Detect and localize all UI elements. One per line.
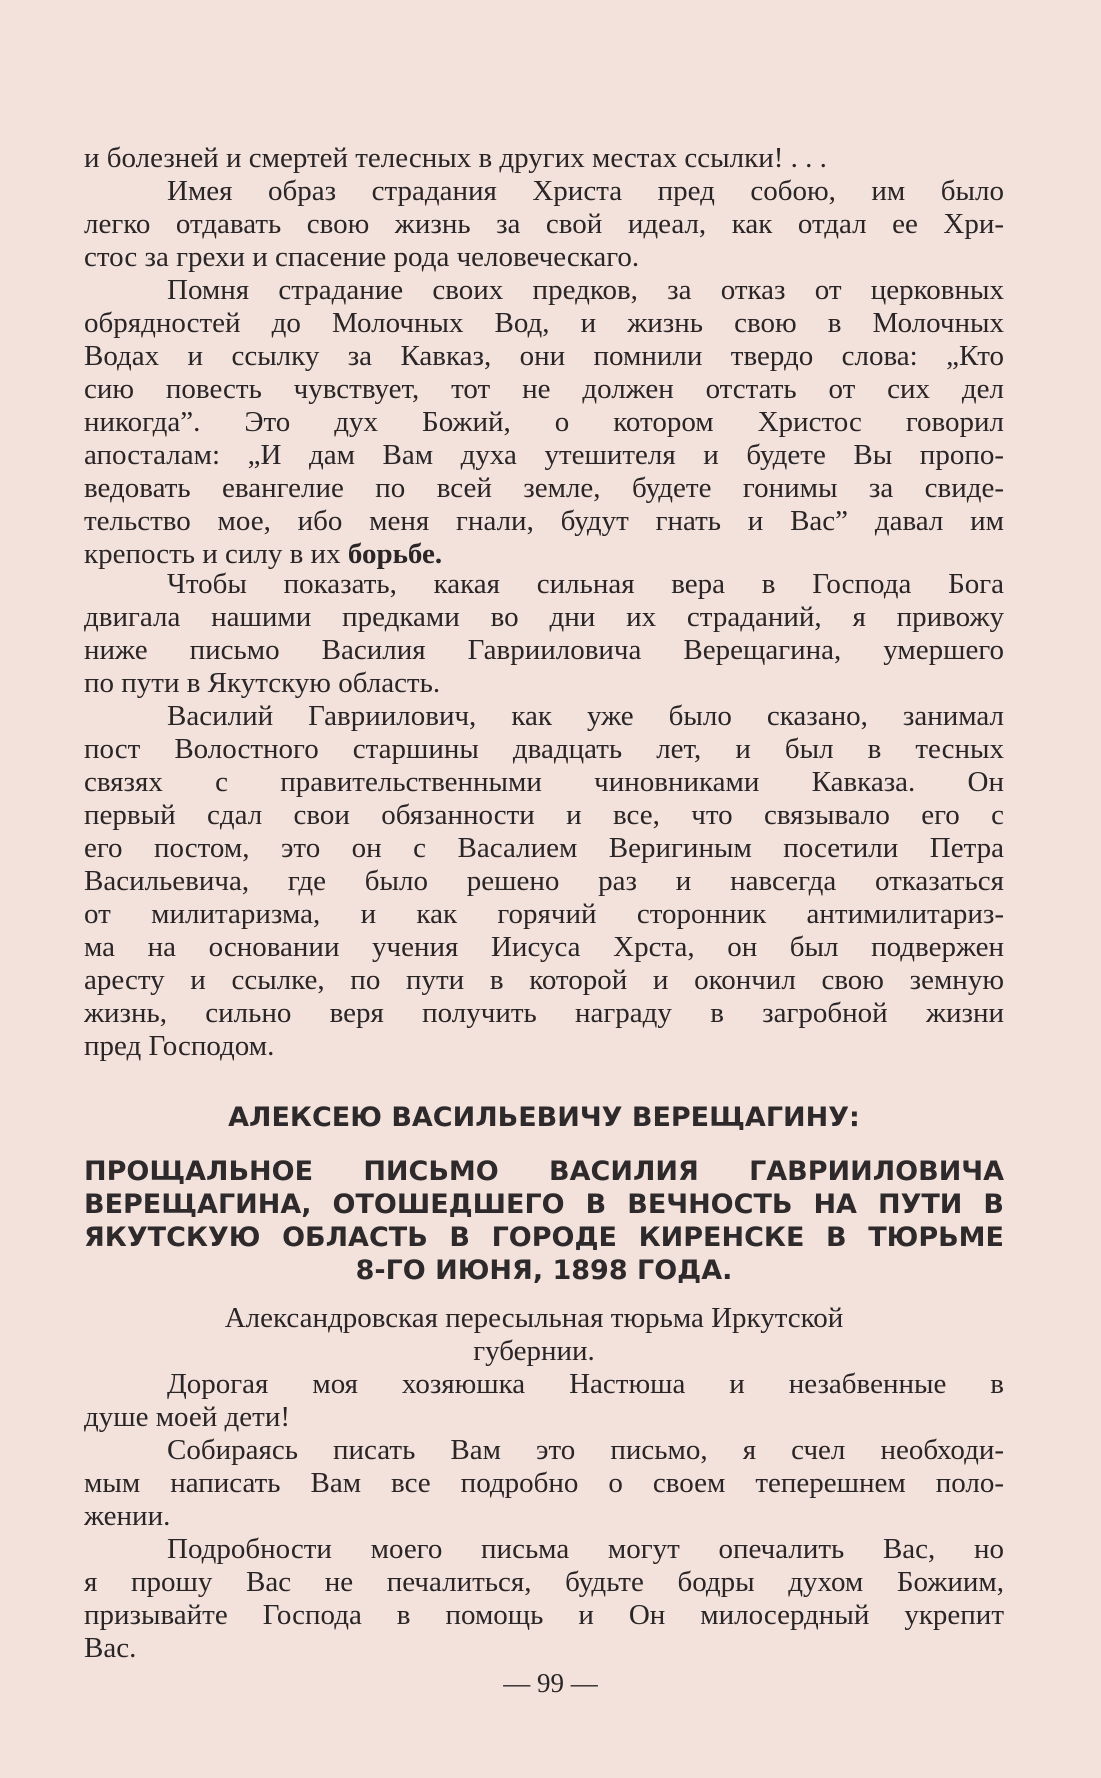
text-line: призывайте Господа в помощь и Он милосердный укрепит	[84, 1599, 1004, 1631]
text-line: стос за грехи и спасение рода человеческаго.	[84, 241, 640, 273]
text-line: двигала нашими предками во дни их страданий, я привожу	[84, 601, 1004, 633]
text-line: никогда”. Это дух Божий, о котором Христос говорил	[84, 406, 1004, 438]
text-line: ведовать евангелие по всей земле, будете гонимы за свиде-	[84, 472, 1004, 504]
text-line: тельство мое, ибо меня гнали, будут гнать и Вас” давал им	[84, 505, 1004, 537]
text-line: от милитаризма, и как горячий сторонник антимилитариз-	[84, 898, 1004, 930]
text-line: первый сдал свои обязанности и все, что связывало его с	[84, 799, 1004, 831]
page-number: — 99 —	[503, 1668, 598, 1698]
paragraph-2	[84, 175, 1004, 274]
text-line: ма на основании учения Иисуса Хрста, он был подвержен	[84, 931, 1004, 963]
text-line: Собираясь писать Вам это письмо, я счел необходи-	[167, 1434, 1004, 1466]
letter-title-heading	[84, 1155, 1004, 1287]
text-line: Александровская пересыльная тюрьма Иркутской	[224, 1302, 844, 1334]
paragraph-4	[84, 568, 1004, 700]
text-line: губернии.	[473, 1335, 595, 1367]
text-line: и болезней и смертей телесных в других местах ссылки! . . .	[84, 142, 827, 174]
text-line: жении.	[84, 1500, 171, 1532]
paragraph-3	[84, 274, 1004, 571]
text-line: Василий Гавриилович, как уже было сказано, занимал	[167, 700, 1004, 732]
letter-greeting	[84, 1368, 1004, 1434]
text-line: душе моей дети!	[84, 1401, 291, 1433]
heading-line: ПРОЩАЛЬНОЕ ПИСЬМО ВАСИЛИЯ ГАВРИИЛОВИЧА	[84, 1156, 1004, 1187]
text-line: обрядностей до Молочных Вод, и жизнь свою в Молочных	[84, 307, 1004, 339]
text-line: я прошу Вас не печалиться, будьте бодры духом Божиим,	[84, 1566, 1004, 1598]
text-line: Дорогая моя хозяюшка Настюша и незабвенные в	[167, 1368, 1004, 1400]
text-fragment: крепость и силу в их	[84, 538, 348, 570]
paragraph-1	[84, 142, 1004, 175]
text-line: ниже письмо Василия Гаврииловича Верещагина, умершего	[84, 634, 1004, 666]
text-line: пост Волостного старшины двадцать лет, и был в тесных	[84, 733, 1004, 765]
text-line: по пути в Якутскую область.	[84, 667, 441, 699]
text-line: апосталам: „И дам Вам духа утешителя и будете Вы пропо-	[84, 439, 1004, 471]
text-line: Васильевича, где было решено раз и навсегда отказаться	[84, 865, 1004, 897]
bold-word: борьбе.	[347, 538, 443, 570]
letter-paragraph-2	[84, 1533, 1004, 1665]
heading-line: 8-ГО ИЮНЯ, 1898 ГОДА.	[355, 1255, 733, 1286]
text-line: Имея образ страдания Христа пред собою, им было	[167, 175, 1004, 207]
text-line: Чтобы показать, какая сильная вера в Господа Бога	[167, 568, 1004, 600]
heading-line: ЯКУТСКУЮ ОБЛАСТЬ В ГОРОДЕ КИРЕНСКЕ В ТЮРЬМЕ	[84, 1222, 1004, 1253]
paragraph-5	[84, 700, 1004, 1063]
text-line: аресту и ссылке, по пути в которой и окончил свою земную	[84, 964, 1004, 996]
heading-line: ВЕРЕЩАГИНА, ОТОШЕДШЕГО В ВЕЧНОСТЬ НА ПУТИ В	[84, 1189, 1004, 1220]
text-line: жизнь, сильно веря получить награду в загробной жизни	[84, 997, 1004, 1029]
text-line: пред Господом.	[84, 1030, 275, 1062]
text-line: его постом, это он с Васалием Веригиным посетили Петра	[84, 832, 1004, 864]
text-line: легко отдавать свою жизнь за свой идеал, как отдал ее Хри-	[84, 208, 1004, 240]
text-line: Помня страдание своих предков, за отказ от церковных	[167, 274, 1004, 306]
text-line: мым написать Вам все подробно о своем теперешнем поло-	[84, 1467, 1004, 1499]
text-line	[84, 538, 1004, 571]
text-line: Подробности моего письма могут опечалить Вас, но	[167, 1533, 1004, 1565]
text-line: Вас.	[84, 1632, 137, 1664]
letter-paragraph-1	[84, 1434, 1004, 1533]
letter-place-line	[84, 1302, 1004, 1368]
text-line: сию повесть чувствует, тот не должен отстать от сих дел	[84, 373, 1004, 405]
text-line: Водах и ссылку за Кавказ, они помнили твердо слова: „Кто	[84, 340, 1004, 372]
text-line: связях с правительственными чиновниками Кавказа. Он	[84, 766, 1004, 798]
letter-addressee-heading: АЛЕКСЕЮ ВАСИЛЬЕВИЧУ ВЕРЕЩАГИНУ:	[228, 1102, 860, 1133]
